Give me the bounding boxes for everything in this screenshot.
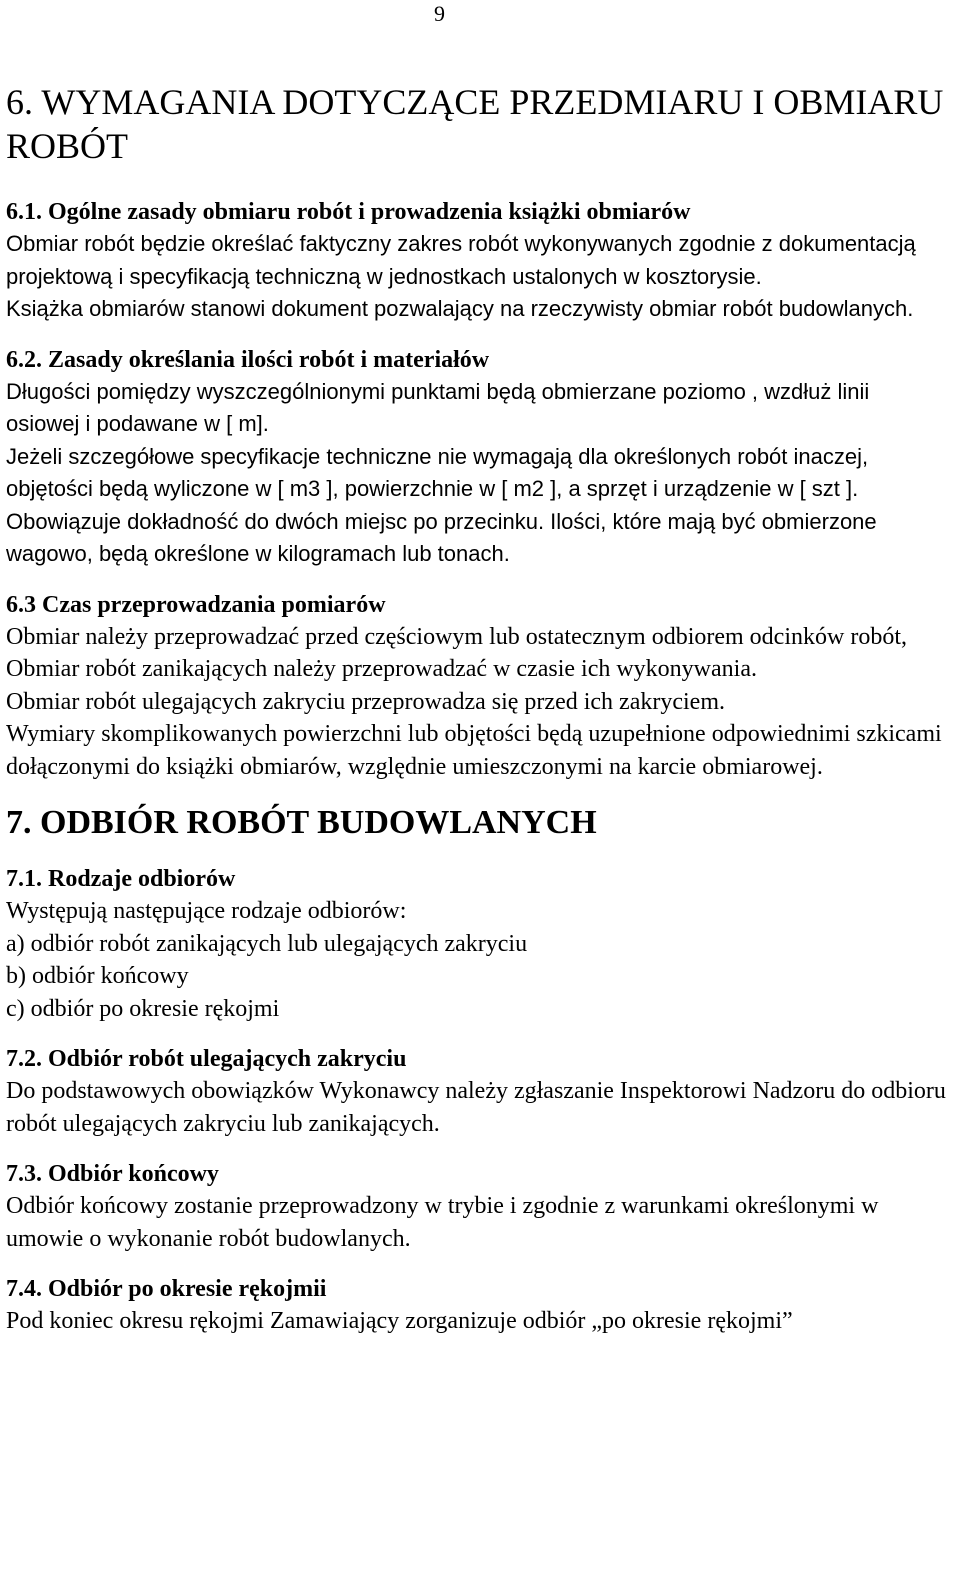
section-6-3-heading: 6.3 Czas przeprowadzania pomiarów: [6, 591, 386, 618]
section-6-2-paragraph-2: Jeżeli szczegółowe specyfikacje techniczne nie wymagają dla określonych robót inaczej, objętości będą wyliczone w [ m3 ], powierzchnie w [ m2 ], a sprzęt i urządzenie w [ szt ]. Obowiązuje dokładność do dwóch miejsc po przecinku. Ilości, które mają być obmierzone wagowo, będą określone w kilogramach lub tonach.: [6, 443, 877, 566]
page-content: [6, 80, 946, 1356]
section-7-1: [6, 863, 946, 1025]
section-7-4-paragraph-1: Pod koniec okresu rękojmi Zamawiający zorganizuje odbiór „po okresie rękojmi”: [6, 1308, 793, 1334]
chapter-6-title: 6. WYMAGANIA DOTYCZĄCE PRZEDMIARU I OBMIARU ROBÓT: [6, 82, 944, 166]
section-6-2: [6, 344, 946, 571]
section-6-2-heading: 6.2. Zasady określania ilości robót i materiałów: [6, 346, 490, 373]
section-6-3-paragraph-2: Obmiar robót zanikających należy przeprowadzać w czasie ich wykonywania.: [6, 656, 757, 682]
list-item: a) odbiór robót zanikających lub ulegających zakryciu: [6, 930, 528, 957]
section-6-3: [6, 589, 946, 784]
section-7-1-heading: 7.1. Rodzaje odbiorów: [6, 866, 236, 892]
section-7-4-heading: 7.4. Odbiór po okresie rękojmii: [6, 1276, 327, 1302]
section-7-2-paragraph-1: Do podstawowych obowiązków Wykonawcy należy zgłaszanie Inspektorowi Nadzoru do odbioru robót ulegających zakryciu lub zanikających.: [6, 1078, 946, 1137]
section-6-3-paragraph-4: Wymiary skomplikowanych powierzchni lub objętości będą uzupełnione odpowiednimi szkicami dołączonymi do książki obmiarów, względnie umieszczonymi na karcie obmiarowej.: [6, 721, 942, 780]
section-7-3: [6, 1158, 946, 1255]
section-7-3-paragraph-1: Odbiór końcowy zostanie przeprowadzony w trybie i zgodnie z warunkami określonymi w umowie o wykonanie robót budowlanych.: [6, 1193, 879, 1252]
section-6-1-paragraph-2: Książka obmiarów stanowi dokument pozwalający na rzeczywisty obmiar robót budowlanych.: [6, 296, 914, 321]
section-6-1-paragraph-1: Obmiar robót będzie określać faktyczny zakres robót wykonywanych zgodnie z dokumentacją projektową i specyfikacją techniczną w jednostkach ustalonych w kosztorysie.: [6, 231, 916, 289]
page-number: 9: [434, 1, 445, 26]
section-6-1: [6, 196, 946, 326]
section-7-2: [6, 1043, 946, 1140]
section-7-1-intro: Występują następujące rodzaje odbiorów:: [6, 898, 407, 924]
list-item: c) odbiór po okresie rękojmi: [6, 995, 280, 1022]
section-6-3-paragraph-1: Obmiar należy przeprowadzać przed częściowym lub ostatecznym odbiorem odcinków robót,: [6, 623, 907, 650]
section-6-1-heading: 6.1. Ogólne zasady obmiaru robót i prowadzenia książki obmiarów: [6, 199, 691, 225]
section-6-3-paragraph-3: Obmiar robót ulegających zakryciu przeprowadza się przed ich zakryciem.: [6, 688, 725, 715]
odbiory-list: [6, 928, 946, 1026]
section-7-4: [6, 1273, 946, 1338]
section-7-3-heading: 7.3. Odbiór końcowy: [6, 1161, 219, 1187]
section-6-2-paragraph-1: Długości pomiędzy wyszczególnionymi punktami będą obmierzane poziomo , wzdłuż linii osiowej i podawane w [ m].: [6, 378, 870, 436]
section-7-2-heading: 7.2. Odbiór robót ulegających zakryciu: [6, 1046, 407, 1072]
chapter-7-title: 7. ODBIÓR ROBÓT BUDOWLANYCH: [6, 804, 597, 841]
list-item: b) odbiór końcowy: [6, 963, 189, 989]
